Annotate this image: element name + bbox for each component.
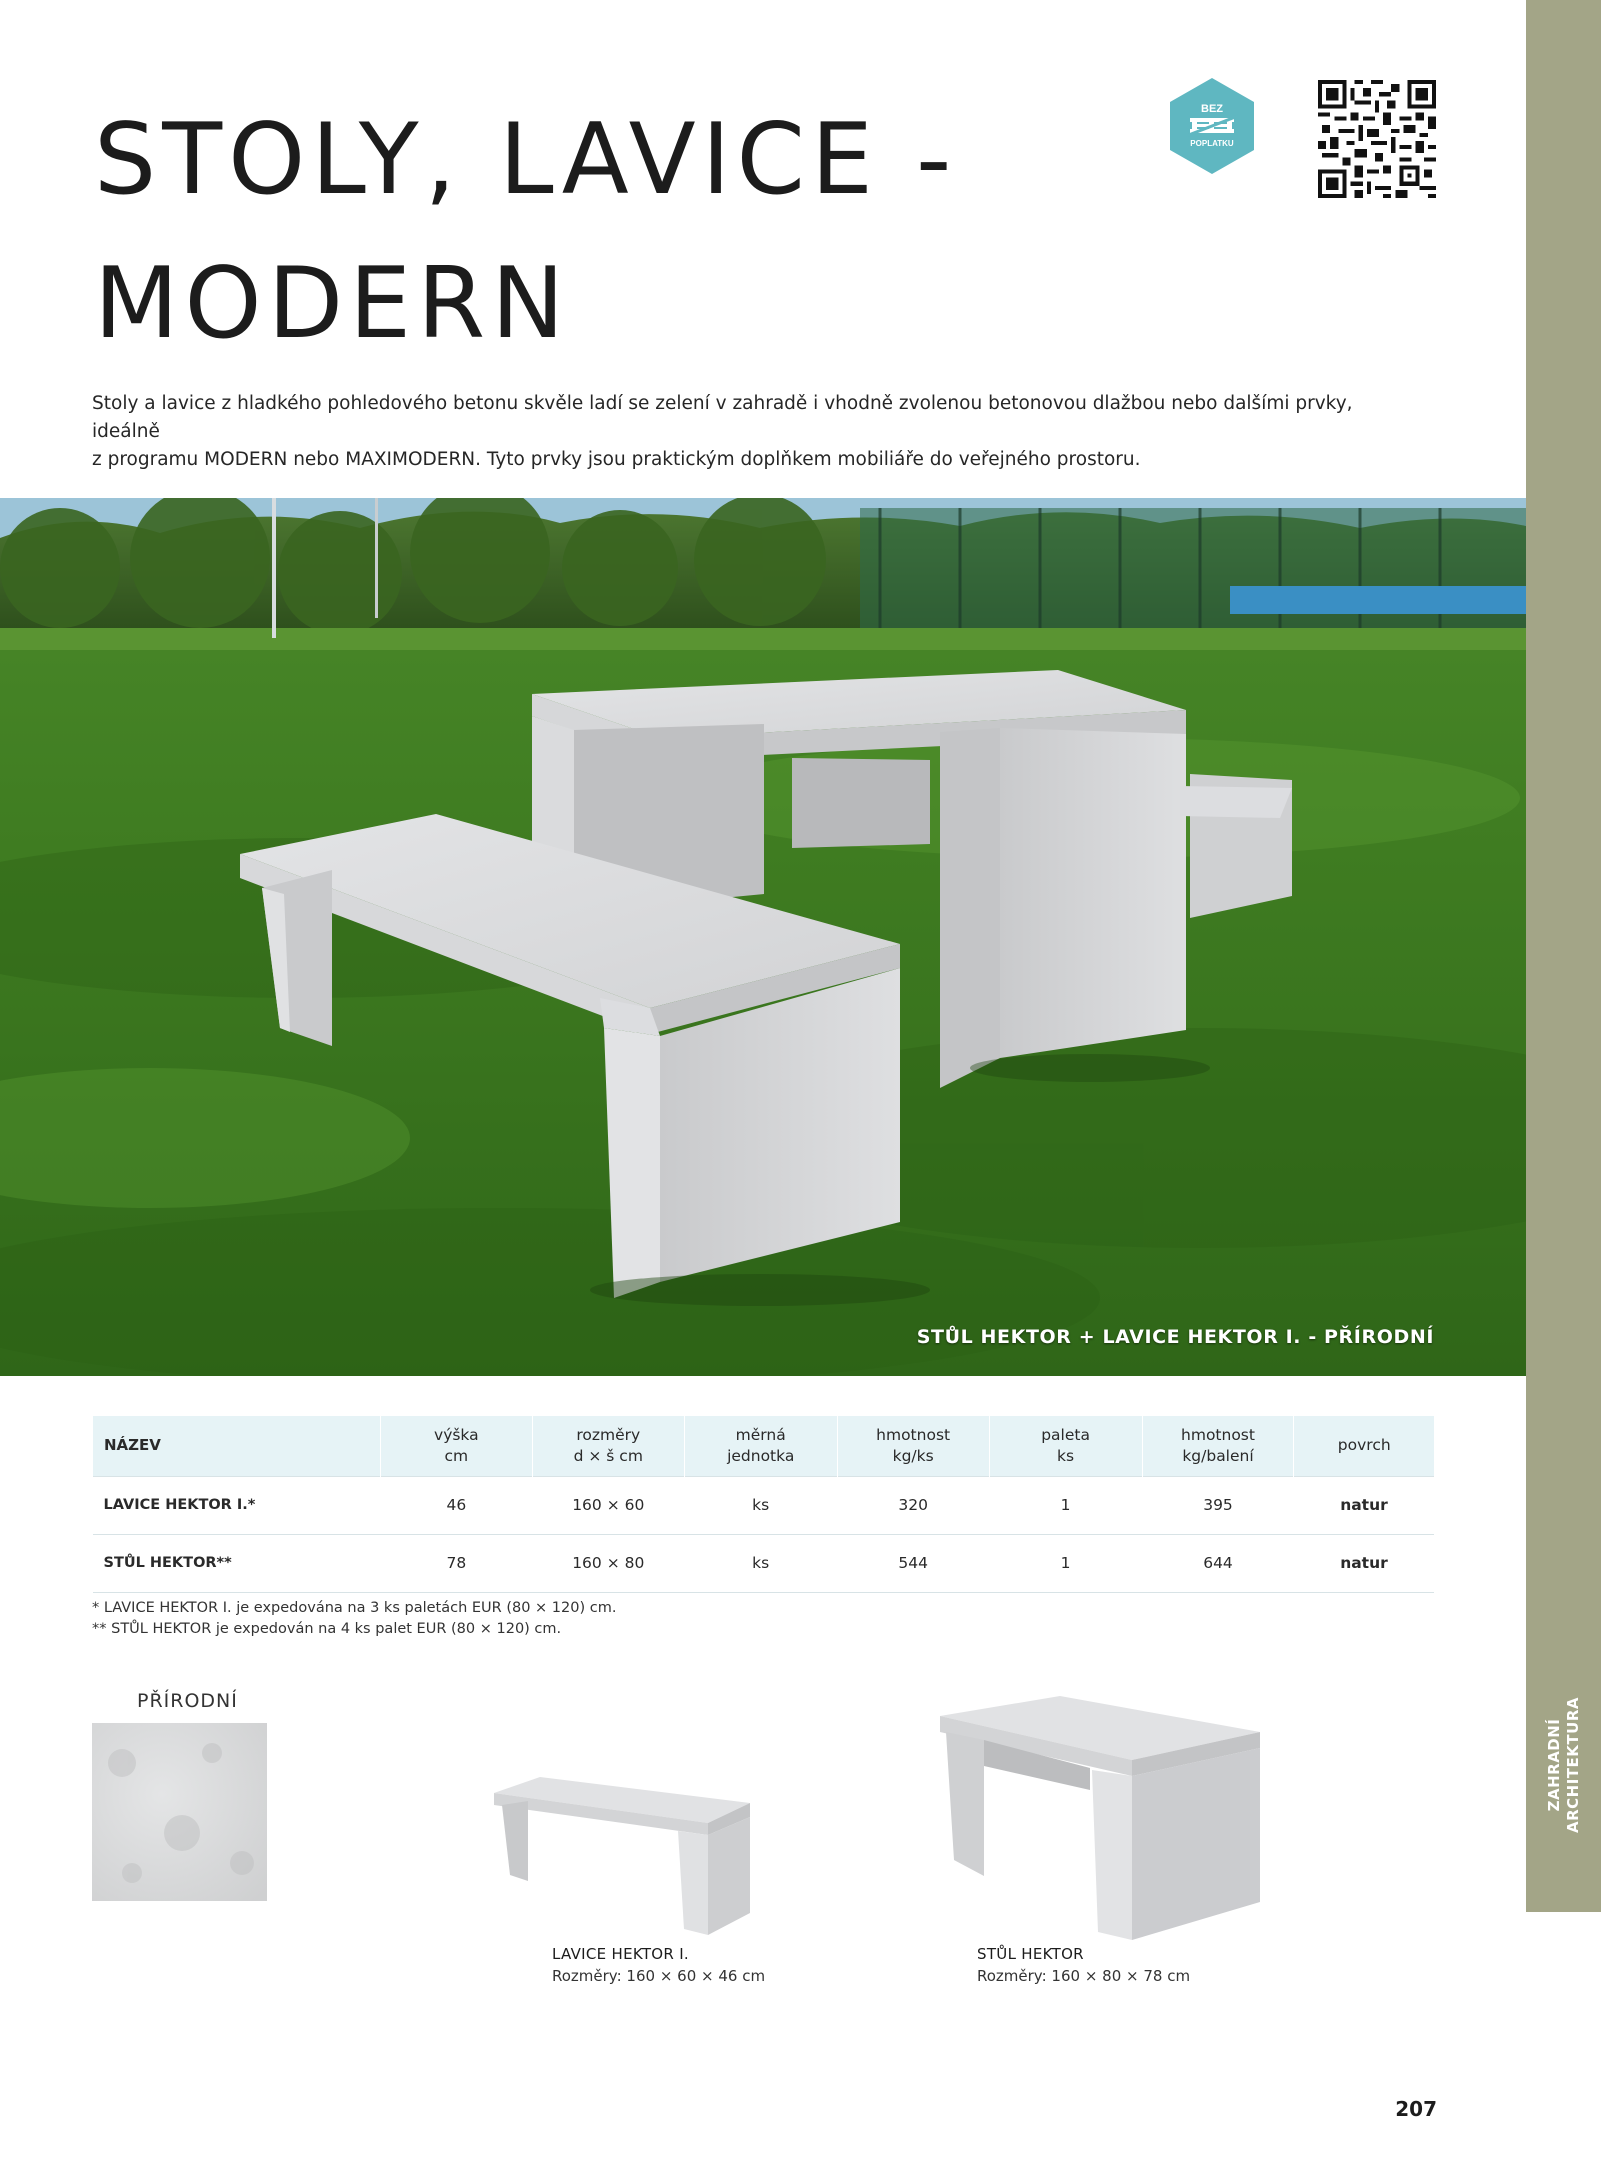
intro-line1: Stoly a lavice z hladkého pohledového betonu skvěle ladí se zelení v zahradě i vhodně zvolenou betonovou dlažbou nebo dalšími prvky, ideálně: [92, 393, 1353, 442]
intro-text: [92, 390, 1392, 474]
section-label-line2: ARCHITEKTURA: [1563, 1697, 1582, 1833]
page-number: 207: [1395, 2097, 1437, 2121]
table-row: [93, 1534, 1435, 1592]
header-weight: hmotnost kg/ks: [837, 1416, 989, 1476]
cell-pack-weight: 644: [1142, 1534, 1294, 1592]
section-label: [1526, 1690, 1601, 1840]
badge-line1: BEZ: [1201, 103, 1223, 115]
spec-table: [92, 1416, 1434, 1593]
page-title-line1: STOLY, LAVICE -: [94, 103, 958, 217]
bench-image: [488, 1765, 818, 1935]
table-row: [93, 1476, 1435, 1534]
intro-line2: z programu MODERN nebo MAXIMODERN. Tyto prvky jsou praktickým doplňkem mobiliáře do veřejného prostoru.: [92, 449, 1141, 470]
swatch-label: PŘÍRODNÍ: [137, 1690, 238, 1712]
bench-name: LAVICE HEKTOR I.: [552, 1945, 689, 1963]
cell-dimensions: 160 × 80: [532, 1534, 684, 1592]
cell-name: STŮL HEKTOR**: [93, 1534, 381, 1592]
product-photo: [0, 498, 1526, 1376]
header-pallet: paleta ks: [989, 1416, 1142, 1476]
no-fee-badge: [1168, 76, 1256, 176]
note-1: * LAVICE HEKTOR I. je expedována na 3 ks paletách EUR (80 × 120) cm.: [92, 1600, 617, 1616]
header-unit: měrná jednotka: [684, 1416, 837, 1476]
bench-caption: [552, 1943, 765, 1987]
header-surface: povrch: [1294, 1416, 1434, 1476]
cell-name: LAVICE HEKTOR I.*: [93, 1476, 381, 1534]
photo-caption: STŮL HEKTOR + LAVICE HEKTOR I. - PŘÍRODNÍ: [916, 1326, 1434, 1348]
cell-pallet: 1: [989, 1476, 1142, 1534]
cell-surface: natur: [1294, 1534, 1434, 1592]
cell-unit: ks: [684, 1534, 837, 1592]
badge-line2: POPLATKU: [1190, 139, 1234, 148]
cell-pallet: 1: [989, 1534, 1142, 1592]
cell-surface: natur: [1294, 1476, 1434, 1534]
header-dimensions: rozměry d × š cm: [532, 1416, 684, 1476]
cell-height: 78: [380, 1534, 532, 1592]
table-header-row: [93, 1416, 1435, 1476]
table-caption: [977, 1943, 1190, 1987]
table-image: [930, 1680, 1260, 1940]
bench-dimensions: Rozměry: 160 × 60 × 46 cm: [552, 1967, 766, 1985]
page-title-line2: MODERN: [94, 247, 571, 361]
cell-weight: 320: [837, 1476, 989, 1534]
cell-weight: 544: [837, 1534, 989, 1592]
side-strip: [1526, 0, 1601, 1912]
table-name: STŮL HEKTOR: [977, 1945, 1084, 1963]
header-name: NÁZEV: [93, 1416, 381, 1476]
table-dimensions: Rozměry: 160 × 80 × 78 cm: [977, 1967, 1191, 1985]
qr-code[interactable]: [1318, 80, 1436, 198]
table-notes: [92, 1598, 616, 1640]
cell-dimensions: 160 × 60: [532, 1476, 684, 1534]
cell-pack-weight: 395: [1142, 1476, 1294, 1534]
section-label-line1: ZAHRADNÍ: [1544, 1718, 1563, 1812]
cell-height: 46: [380, 1476, 532, 1534]
header-height: výška cm: [380, 1416, 532, 1476]
surface-swatch: [92, 1723, 267, 1901]
note-2: ** STŮL HEKTOR je expedován na 4 ks palet EUR (80 × 120) cm.: [92, 1621, 562, 1637]
header-pack-weight: hmotnost kg/balení: [1142, 1416, 1294, 1476]
page-title: [94, 88, 1144, 376]
cell-unit: ks: [684, 1476, 837, 1534]
